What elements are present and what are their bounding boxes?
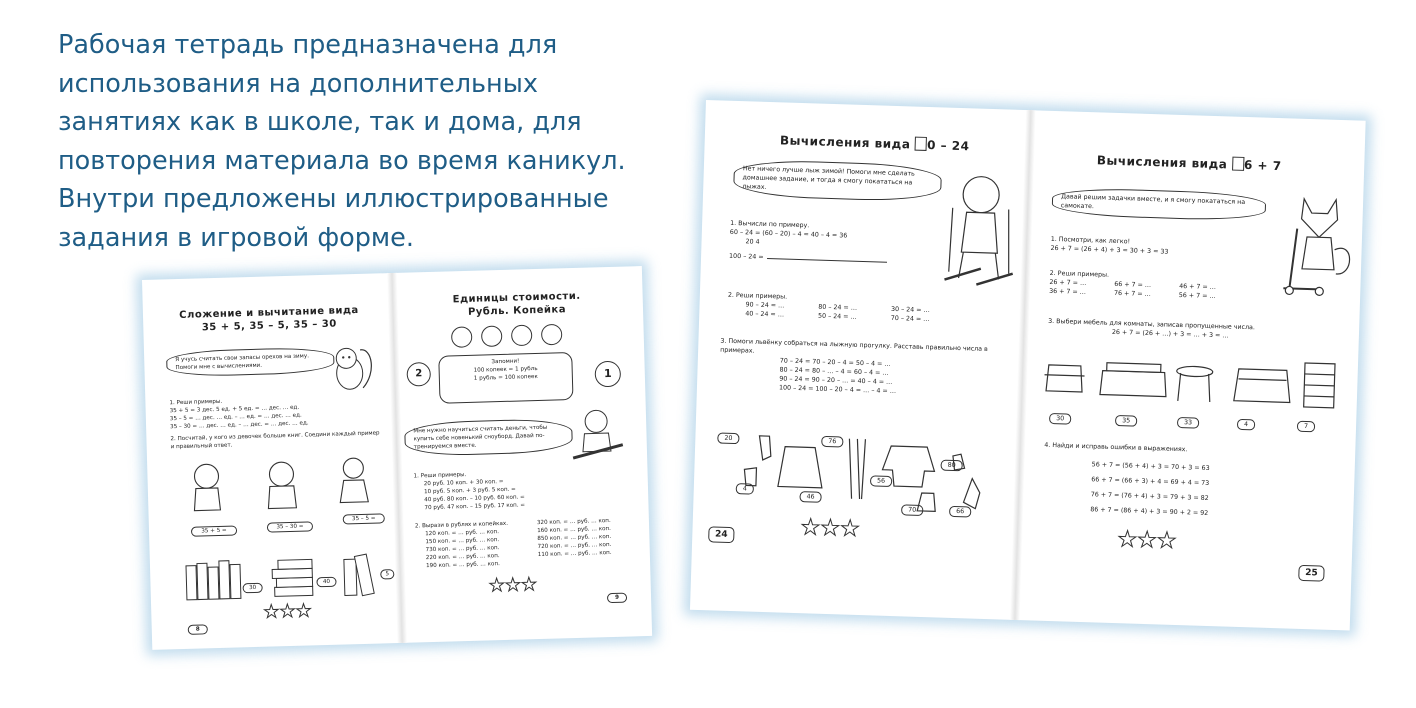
page-title xyxy=(407,288,628,320)
remember-label: Запомни! xyxy=(491,358,520,366)
task-title: 3. Помоги львёнку собраться на лыжную прогулку. Расставь правильно числа в примерах. xyxy=(720,337,988,355)
task-col xyxy=(745,300,784,319)
answer-box: 30 xyxy=(243,583,263,594)
task-line: 720 коп. = … руб. … коп. xyxy=(537,541,612,551)
speech-bubble: Нет ничего лучше лыж зимой! Помоги мне сделать домашнее задание, и тогда я смогу покататься на лыжах. xyxy=(733,159,942,203)
task-split: 20 4 xyxy=(745,238,760,246)
task-1 xyxy=(729,219,950,268)
task-line: 46 + 7 = … xyxy=(1179,282,1217,292)
task-line: 90 – 24 = … xyxy=(745,301,785,310)
example-box: 35 – 5 = xyxy=(343,513,385,524)
intro-line: Рабочая тетрадь предназначена для xyxy=(58,30,558,60)
task-line: 120 коп. = … руб. … коп. xyxy=(425,529,500,538)
task-title: 1. Вычисли по примеру. xyxy=(730,219,810,230)
task-title: 2. Вырази в рублях и копейках. xyxy=(414,520,509,530)
task-example: 26 + 7 = (26 + 4) + 3 = 30 + 3 = 33 xyxy=(1050,244,1169,256)
task-line: 86 + 7 = (86 + 4) + 3 = 90 + 2 = 92 xyxy=(1090,506,1209,517)
answer-line xyxy=(768,258,888,263)
number-box: 4 xyxy=(736,483,754,495)
title-line: Сложение и вычитание вида xyxy=(179,304,359,321)
number-box: 76 xyxy=(821,436,843,448)
title-text: Вычисления вида xyxy=(1096,153,1228,172)
task-line: 730 коп. = … руб. … коп. xyxy=(425,545,500,554)
task-3 xyxy=(1048,317,1348,344)
task-line: 76 + 7 = … xyxy=(1113,289,1151,299)
task-title: 1. Реши примеры. xyxy=(413,472,467,480)
task-line: 90 – 24 = 90 – 20 – … = 40 – 4 = … xyxy=(779,375,893,386)
task-line: 190 коп. = … руб. … коп. xyxy=(426,561,500,570)
intro-line: занятиях как в школе, так и дома, для xyxy=(58,107,582,137)
workbook-spread-small xyxy=(142,266,652,650)
task-4-lines xyxy=(1042,456,1324,525)
example-box: 35 + 5 = xyxy=(191,525,237,536)
remember-box xyxy=(438,352,573,404)
task-line: 35 + 5 = 3 дес. 5 ед. + 5 ед. = … дес. … ед. xyxy=(169,404,300,415)
task-line: 20 руб. 10 коп. + 30 коп. = xyxy=(423,478,504,488)
task-line: 35 – 5 = … дес. … ед. – … ед. = … дес. … ед. xyxy=(169,412,302,423)
task-4 xyxy=(1042,441,1324,525)
task-example: 60 – 24 = (60 – 20) – 4 = 40 – 4 = 36 xyxy=(729,228,848,240)
girls-illustration xyxy=(181,453,383,519)
task-line: 56 + 7 = … xyxy=(1178,291,1216,301)
task-line: 150 коп. = … руб. … коп. xyxy=(425,537,500,546)
intro-line: использования на дополнительных xyxy=(58,68,538,99)
task-line: 80 – 24 = 80 – … – 4 = 60 – 4 = … xyxy=(779,366,889,377)
subtitle-line: 35 + 5, 35 – 5, 35 – 30 xyxy=(201,318,337,334)
blank-square-icon xyxy=(1232,157,1244,171)
page-number: 9 xyxy=(607,593,627,604)
rule-line: 1 рубль = 100 копеек xyxy=(473,373,538,382)
number-box: 7 xyxy=(1297,421,1315,433)
task-col xyxy=(1049,278,1086,297)
exercise-text: 100 – 24 = xyxy=(728,252,764,261)
task-2-right xyxy=(537,516,644,559)
furniture-illustration xyxy=(1042,351,1344,414)
task-line: 66 + 7 = (66 + 3) + 4 = 69 + 4 = 73 xyxy=(1091,476,1210,487)
speech-bubble: Давай решим задачки вместе, и я смогу покататься на самокате. xyxy=(1052,187,1267,222)
number-box: 66 xyxy=(949,506,971,518)
task-1 xyxy=(169,393,380,431)
page-title xyxy=(153,303,386,335)
stars-decoration: ★★★ xyxy=(488,574,538,597)
puppies-illustration xyxy=(443,320,584,350)
speech-bubble: Я учусь считать свои запасы орехов на зиму. Помоги мне с вычислениями. xyxy=(166,347,335,378)
skiing-lion-illustration xyxy=(940,168,1020,290)
stars-decoration: ★★★ xyxy=(263,600,313,623)
task-line: 160 коп. = … руб. … коп. xyxy=(537,526,612,535)
blank-square-icon xyxy=(915,137,927,151)
intro-line: повторения материала во время каникул. xyxy=(58,145,626,176)
page-number: 25 xyxy=(1298,565,1324,582)
title-text: Вычисления вида xyxy=(779,133,911,152)
number-box: 46 xyxy=(799,491,821,503)
task-line: 50 – 24 = … xyxy=(817,312,857,321)
task-2 xyxy=(727,291,1008,327)
number-box: 20 xyxy=(717,433,739,445)
coin-1: 1 xyxy=(594,361,621,388)
page-8 xyxy=(142,273,403,650)
page-24 xyxy=(690,100,1032,620)
number-box: 70 xyxy=(901,504,923,516)
task-title: 4. Найди и исправь ошибки в выражениях. xyxy=(1044,441,1188,454)
task-line: 56 + 7 = (56 + 4) + 3 = 70 + 3 = 63 xyxy=(1091,461,1210,472)
task-line: 220 коп. = … руб. … коп. xyxy=(425,553,500,562)
page-number: 8 xyxy=(188,624,208,635)
task-col xyxy=(1179,282,1216,301)
title-line: Единицы стоимости. xyxy=(452,290,581,306)
task-col xyxy=(818,303,857,322)
number-box: 30 xyxy=(1049,413,1071,425)
speech-bubble: Мне нужно научиться считать деньги, чтобы купить себе новенький сноуборд. Давай по-тренируемся вместе. xyxy=(404,418,573,457)
number-box: 33 xyxy=(1177,417,1199,429)
task-line: 70 – 24 = … xyxy=(890,314,930,324)
task-line: 80 – 24 = … xyxy=(818,303,858,312)
task-line: 26 + 7 = (26 + …) + 3 = … + 3 = … xyxy=(1111,328,1229,340)
answer-box: 5 xyxy=(380,569,394,579)
example-box: 35 – 30 = xyxy=(267,521,313,532)
task-title: 2. Реши примеры. xyxy=(727,291,788,301)
task-2: 2. Посчитай, у кого из девочек больше книг. Соедини каждый пример и правильный ответ. xyxy=(170,430,380,451)
task-line: 110 коп. = … руб. … коп. xyxy=(537,549,612,559)
answer-box: 40 xyxy=(316,577,336,588)
task-2 xyxy=(1049,269,1280,303)
task-line: 70 – 24 = 70 – 20 – 4 = 50 – 4 = … xyxy=(779,357,891,368)
task-title: 2. Реши примеры. xyxy=(1049,269,1110,279)
task-1 xyxy=(1050,235,1270,260)
stars-decoration: ★★★ xyxy=(1117,527,1177,554)
task-line: 76 + 7 = (76 + 4) + 3 = 79 + 3 = 82 xyxy=(1090,491,1209,502)
task-col xyxy=(891,305,930,324)
task-line: 100 – 24 = 100 – 20 – 4 = … – 4 = … xyxy=(778,384,897,396)
task-line: 40 руб. 80 коп. – 10 руб. 60 коп. = xyxy=(424,494,525,504)
page-number: 24 xyxy=(708,526,734,543)
stars-decoration: ★★★ xyxy=(800,515,861,543)
book-stacks-illustration xyxy=(184,548,395,604)
task-line: 30 – 24 = … xyxy=(890,305,930,315)
task-2 xyxy=(415,519,526,570)
task-line: 850 коп. = … руб. … коп. xyxy=(537,534,612,543)
page-title xyxy=(755,132,995,155)
task-line: 66 + 7 = … xyxy=(1114,280,1152,290)
rule-line: 100 копеек = 1 рубль xyxy=(473,365,538,374)
task-line: 36 + 7 = … xyxy=(1049,287,1087,297)
coin-2: 2 xyxy=(406,362,431,387)
subtitle-line: Рубль. Копейка xyxy=(467,304,567,318)
intro-line: Внутри предложены иллюстрированные xyxy=(58,184,609,214)
task-line: 10 руб. 5 коп. + 3 руб. 5 коп. = xyxy=(423,486,516,496)
number-box: 4 xyxy=(1237,419,1255,431)
task-line: 70 руб. 47 коп. – 15 руб. 17 коп. = xyxy=(424,502,526,512)
task-line: 40 – 24 = … xyxy=(745,310,785,319)
task-col xyxy=(1114,280,1151,299)
page-title xyxy=(1059,151,1319,174)
task-title: 1. Посмотри, как легко! xyxy=(1050,235,1131,246)
intro-text xyxy=(58,26,718,257)
workbook-spread-large xyxy=(690,100,1366,630)
task-3 xyxy=(719,337,1011,400)
number-box: 80 xyxy=(940,460,962,472)
page-9 xyxy=(392,266,652,643)
title-suffix: 0 – 24 xyxy=(926,137,970,154)
task-1 xyxy=(413,467,594,512)
number-box: 35 xyxy=(1115,415,1137,427)
task-title: 1. Реши примеры. xyxy=(169,398,223,407)
task-line: 26 + 7 = … xyxy=(1049,278,1087,288)
snowboard-fox-illustration xyxy=(566,405,628,467)
page-25 xyxy=(1015,110,1366,630)
title-suffix: 6 + 7 xyxy=(1243,157,1282,174)
number-box: 56 xyxy=(870,475,892,487)
task-line: 35 – 30 = … дес. … ед. – … дес. = … дес. … ед. xyxy=(170,420,309,431)
squirrel-illustration xyxy=(324,338,376,399)
task-title: 3. Выбери мебель для комнаты, записав пропущенные числа. xyxy=(1048,317,1256,332)
task-line: 320 коп. = … руб. … коп. xyxy=(536,518,611,527)
intro-line: задания в игровой форме. xyxy=(58,222,414,253)
task-exercise xyxy=(729,252,949,268)
scooter-fox-illustration xyxy=(1279,188,1358,300)
